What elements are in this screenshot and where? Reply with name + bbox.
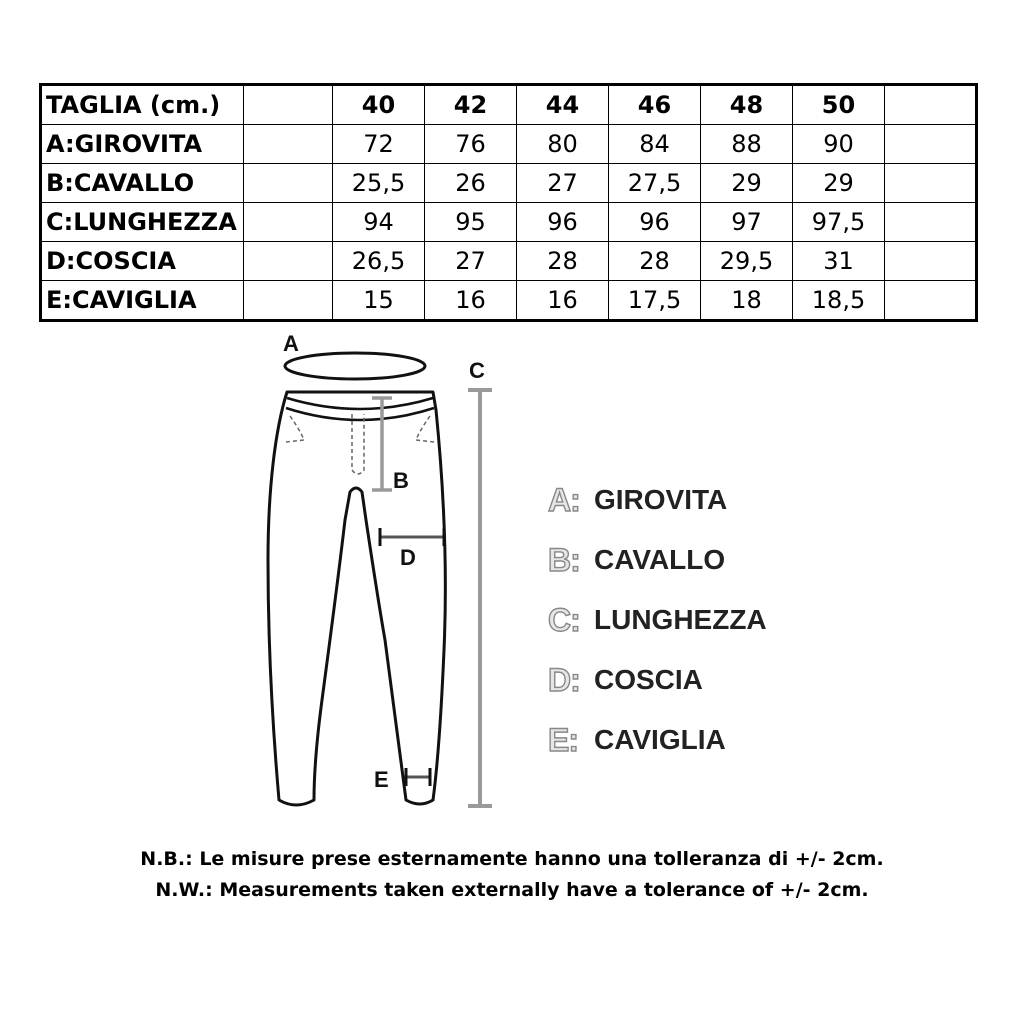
legend-item (548, 650, 767, 710)
row-label: D:COSCIA (41, 242, 244, 281)
measure-e (406, 768, 430, 786)
label-d: D (400, 545, 416, 570)
legend-letter: E: (548, 721, 578, 758)
legend-letter: D: (548, 661, 580, 698)
table-cell: 29,5 (701, 242, 793, 281)
table-cell: 26,5 (333, 242, 425, 281)
legend-text: CAVIGLIA (594, 724, 726, 755)
table-cell: 27,5 (609, 164, 701, 203)
table-cell: 16 (517, 281, 609, 321)
table-cell: 97 (701, 203, 793, 242)
table-cell: 96 (609, 203, 701, 242)
table-cell: 94 (333, 203, 425, 242)
table-cell: 96 (517, 203, 609, 242)
legend-text: GIROVITA (594, 484, 728, 515)
table-cell: 27 (517, 164, 609, 203)
header-size-40: 40 (333, 85, 425, 125)
fly-stitch (352, 414, 364, 474)
table-cell: 76 (425, 125, 517, 164)
table-cell: 16 (425, 281, 517, 321)
legend-item (548, 470, 767, 530)
label-a: A (283, 331, 299, 356)
pocket-right (416, 416, 434, 442)
header-size-46: 46 (609, 85, 701, 125)
table-cell: 88 (701, 125, 793, 164)
measurement-legend (548, 470, 767, 770)
legend-item (548, 590, 767, 650)
table-cell: 29 (793, 164, 885, 203)
legend-letter: C: (548, 601, 580, 638)
header-size-label: TAGLIA (cm.) (41, 85, 244, 125)
measure-b (372, 398, 392, 490)
legend-letter: A: (548, 481, 580, 518)
label-e: E (374, 767, 389, 792)
table-cell: 31 (793, 242, 885, 281)
pocket-left (286, 416, 304, 442)
table-cell: 95 (425, 203, 517, 242)
table-cell: 72 (333, 125, 425, 164)
legend-item (548, 710, 767, 770)
row-label: A:GIROVITA (41, 125, 244, 164)
header-size-42: 42 (425, 85, 517, 125)
table-cell: 90 (793, 125, 885, 164)
header-size-50: 50 (793, 85, 885, 125)
table-cell: 27 (425, 242, 517, 281)
table-cell: 97,5 (793, 203, 885, 242)
table-cell: 26 (425, 164, 517, 203)
table-cell: 15 (333, 281, 425, 321)
table-cell: 17,5 (609, 281, 701, 321)
table-cell: 29 (701, 164, 793, 203)
label-b: B (393, 468, 409, 493)
table-cell: 28 (609, 242, 701, 281)
measure-c (468, 390, 492, 806)
trousers-outline (268, 392, 445, 805)
table-cell: 25,5 (333, 164, 425, 203)
legend-text: COSCIA (594, 664, 703, 695)
note-english: N.W.: Measurements taken externally have a tolerance of +/- 2cm. (155, 879, 869, 901)
waistband-line (287, 398, 433, 409)
waist-ellipse (285, 353, 425, 379)
legend-text: LUNGHEZZA (594, 604, 767, 635)
legend-item (548, 530, 767, 590)
header-size-48: 48 (701, 85, 793, 125)
table-cell: 80 (517, 125, 609, 164)
row-label: C:LUNGHEZZA (41, 203, 244, 242)
note-italian: N.B.: Le misure prese esternamente hanno una tolleranza di +/- 2cm. (140, 848, 884, 870)
table-cell: 18 (701, 281, 793, 321)
table-cell: 18,5 (793, 281, 885, 321)
legend-letter: B: (548, 541, 580, 578)
row-label: B:CAVALLO (41, 164, 244, 203)
table-cell: 84 (609, 125, 701, 164)
table-cell: 28 (517, 242, 609, 281)
header-size-44: 44 (517, 85, 609, 125)
row-label: E:CAVIGLIA (41, 281, 244, 321)
measure-d (380, 528, 444, 546)
legend-text: CAVALLO (594, 544, 726, 575)
label-c: C (469, 358, 485, 383)
